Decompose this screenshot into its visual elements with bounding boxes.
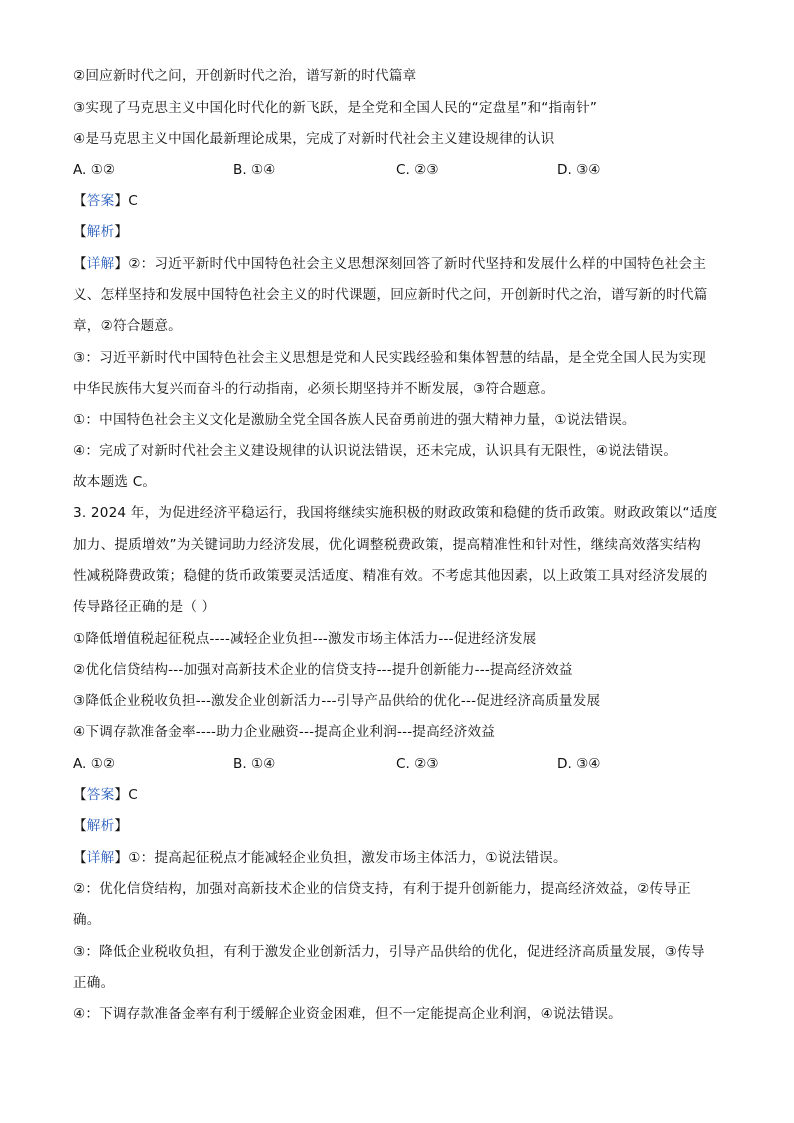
q2-detail-line-2: 义、怎样坚持和发展中国特色社会主义的时代课题，回应新时代之问，开创新时代之治，谱写新的时代篇: [73, 287, 708, 303]
q2-detail-line-6: ①：中国特色社会主义文化是激励全党全国各族人民奋勇前进的强大精神力量，①说法错误。: [73, 412, 636, 428]
q2-answer-tag: 【答案】: [73, 193, 129, 209]
q2-conclusion: 故本题选 C。: [73, 474, 157, 490]
q3-answer: [73, 785, 138, 805]
q3-stem-line-3: 性减税降费政策；稳健的货币政策要灵活适度、精准有效。不考虑其他因素，以上政策工具对经济发展的: [73, 568, 708, 584]
q3-detail-line-5: 正确。: [73, 975, 115, 991]
q2-detail-line-7: ④：完成了对新时代社会主义建设规律的认识说法错误，还未完成，认识具有无限性，④说法错误。: [73, 443, 678, 459]
q3-statement-4: ④下调存款准备金率----助力企业融资---提高企业利润---提高经济效益: [73, 724, 496, 740]
q2-detail-line-1: 【详解】②：习近平新时代中国特色社会主义思想深刻回答了新时代坚持和发展什么样的中国特色社会主: [73, 256, 707, 272]
q3-detail-line-1: 【详解】①：提高起征税点才能减轻企业负担，激发市场主体活力，①说法错误。: [73, 850, 567, 866]
q3-answer-tag: 【答案】: [73, 787, 129, 803]
q2-detail-line-3: 章，②符合题意。: [73, 318, 182, 334]
q3-stem-line-4: 传导路径正确的是（ ）: [73, 599, 216, 615]
q2-answer: [73, 191, 138, 211]
q2-option-a: A. ①②: [73, 162, 116, 178]
q2-statement-2: ②回应新时代之问，开创新时代之治，谱写新的时代篇章: [73, 68, 417, 84]
q2-statement-4: ④是马克思主义中国化最新理论成果，完成了对新时代社会主义建设规律的认识: [73, 131, 555, 147]
q3-option-d: D. ③④: [557, 756, 601, 772]
q3-answer-value: C: [128, 787, 138, 803]
q2-option-d: D. ③④: [557, 162, 601, 178]
q3-option-a: A. ①②: [73, 756, 116, 772]
q3-detail-tag: 【详解】: [73, 850, 129, 866]
q3-option-c: C. ②③: [396, 756, 439, 772]
q3-detail-line-6: ④：下调存款准备金率有利于缓解企业资金困难，但不一定能提高企业利润，④说法错误。: [73, 1006, 622, 1022]
q3-option-b: B. ①④: [233, 756, 276, 772]
q3-statement-3: ③降低企业税收负担---激发企业创新活力---引导产品供给的优化---促进经济高质量发展: [73, 693, 601, 709]
q2-statement-3: ③实现了马克思主义中国化时代化的新飞跃，是全党和全国人民的“定盘星”和“指南针”: [73, 100, 598, 116]
q2-option-b: B. ①④: [233, 162, 276, 178]
q2-detail-tag: 【详解】: [73, 256, 129, 272]
q3-detail-line-3: 确。: [73, 912, 101, 928]
q2-detail-line-5: 中华民族伟大复兴而奋斗的行动指南，必须长期坚持并不断发展，③符合题意。: [73, 381, 555, 397]
q2-detail-line-4: ③：习近平新时代中国特色社会主义思想是党和人民实践经验和集体智慧的结晶，是全党全国人民为实现: [73, 350, 707, 366]
q2-answer-value: C: [128, 193, 138, 209]
q3-detail-line-4: ③：降低企业税收负担，有利于激发企业创新活力，引导产品供给的优化，促进经济高质量发展，③传导: [73, 944, 705, 960]
q3-stem-line-2: 加力、提质增效”为关键词助力经济发展，优化调整税费政策，提高精准性和针对性，继续高效落实结构: [73, 537, 701, 553]
q3-stem-line-1: 3. 2024 年，为促进经济平稳运行，我国将继续实施积极的财政政策和稳健的货币政策。财政政策以“适度: [73, 505, 718, 521]
q2-analysis-heading: 【解析】: [73, 224, 129, 240]
q3-analysis-heading: 【解析】: [73, 818, 129, 834]
q3-detail-line-2: ②：优化信贷结构，加强对高新技术企业的信贷支持，有利于提升创新能力，提高经济效益，②传导正: [73, 881, 691, 897]
q3-statement-2: ②优化信贷结构---加强对高新技术企业的信贷支持---提升创新能力---提高经济效益: [73, 662, 573, 678]
q3-statement-1: ①降低增值税起征税点----减轻企业负担---激发市场主体活力---促进经济发展: [73, 631, 537, 647]
q2-option-c: C. ②③: [396, 162, 439, 178]
